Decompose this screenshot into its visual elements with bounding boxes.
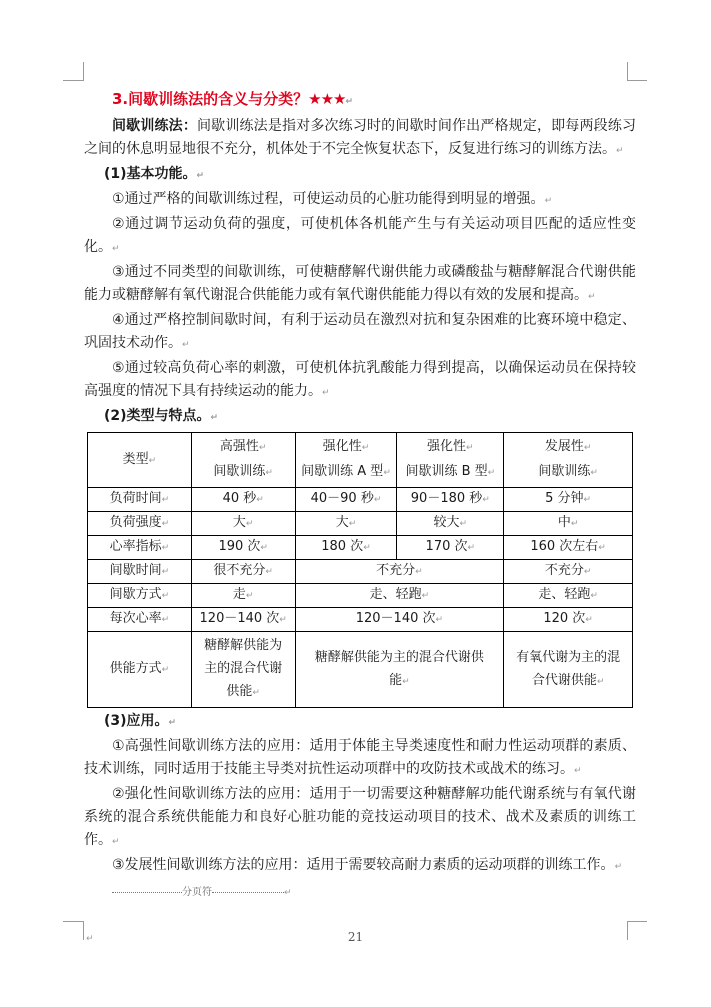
crop-mark-bottom-right-h: [627, 921, 647, 922]
table-cell: 高强性↵ 间歇训练↵: [191, 433, 295, 488]
table-cell: 很不充分↵: [191, 560, 295, 584]
subsection-title-types: (2)类型与特点。↵: [104, 408, 219, 424]
section-heading: [84, 86, 636, 115]
function-item: ③通过不同类型的间歇训练，可使糖酵解代谢供能力或磷酸盐与糖酵解混合代谢供能能力或糖酵解有氧代谢混合供能能力或有氧代谢供能能力得以有效的发展和提高。↵: [84, 264, 636, 303]
interval-training-table: [87, 432, 633, 708]
table-row: [88, 608, 633, 632]
definition-paragraph: [84, 115, 636, 163]
crop-mark-top-left-v: [83, 62, 84, 81]
table-cell: 170 次↵: [397, 536, 504, 560]
subsection-title-application: (3)应用。↵: [104, 713, 177, 729]
table-cell: 中↵: [504, 512, 633, 536]
function-item: ④通过严格控制间歇时间，有利于运动员在激烈对抗和复杂困难的比赛环境中稳定、巩固技术动作。↵: [84, 312, 636, 351]
paragraph-mark: ↵: [86, 934, 94, 944]
importance-stars: ★★★: [308, 90, 346, 108]
function-item: ①通过严格的间歇训练过程，可使运动员的心脏功能得到明显的增强。↵: [112, 191, 553, 207]
definition-term: 间歇训练法：: [112, 118, 197, 134]
table-cell: 糖酵解供能为 主的混合代谢 供能↵: [191, 632, 295, 708]
table-cell: 走、轻跑↵: [504, 584, 633, 608]
paragraph-mark: ↵: [345, 97, 354, 107]
table-cell: 40－90 秒↵: [295, 488, 397, 512]
table-cell: 强化性↵ 间歇训练 A 型↵: [295, 433, 397, 488]
application-item: ①高强性间歇训练方法的应用：适用于体能主导类速度性和耐力性运动项群的素质、技术训练，同时适用于技能主导类对抗性运动项群中的攻防技术或战术的练习。↵: [84, 738, 636, 777]
table-cell: 走↵: [191, 584, 295, 608]
page-number: 21: [347, 930, 364, 944]
table-cell: 190 次↵: [191, 536, 295, 560]
row-label: 间歇方式↵: [88, 584, 192, 608]
row-label: 心率指标↵: [88, 536, 192, 560]
table-cell: 180 次↵: [295, 536, 397, 560]
function-item: ②通过调节运动负荷的强度，可使机体各机能产生与有关运动项目匹配的适应性变化。↵: [84, 216, 636, 255]
paragraph-mark: ↵: [616, 146, 624, 156]
table-cell: 5 分钟↵: [504, 488, 633, 512]
page-break-marker: 分页符 ↵: [84, 885, 636, 901]
table-cell: 糖酵解供能为主的混合代谢供 能↵: [295, 632, 504, 708]
table-cell: 120－140 次↵: [191, 608, 295, 632]
crop-mark-top-right-v: [627, 62, 628, 81]
table-row: [88, 584, 633, 608]
table-row: [88, 512, 633, 536]
application-item: ②强化性间歇训练方法的应用：适用于一切需要这种糖酵解功能代谢系统与有氧代谢系统的混合系统供能能力和良好心脏功能的竞技运动项目的技术、战术及素质的训练工作。↵: [84, 786, 636, 848]
crop-mark-bottom-left-h: [63, 921, 83, 922]
table-row: [88, 536, 633, 560]
subsection-title-functions: (1)基本功能。↵: [104, 166, 205, 182]
function-item: ⑤通过较高负荷心率的刺激，可使机体抗乳酸能力得到提高，以确保运动员在保持较高强度的情况下具有持续运动的能力。↵: [84, 360, 636, 399]
row-label: 负荷时间↵: [88, 488, 192, 512]
table-cell: 160 次左右↵: [504, 536, 633, 560]
row-label: 间歇时间↵: [88, 560, 192, 584]
table-cell: 大↵: [295, 512, 397, 536]
heading-text: 3.间歇训练法的含义与分类？: [112, 90, 309, 108]
table-cell: 较大↵: [397, 512, 504, 536]
crop-mark-top-right-h: [627, 80, 647, 81]
table-cell: 类型↵: [88, 433, 192, 488]
table-row: [88, 488, 633, 512]
table-cell: 大↵: [191, 512, 295, 536]
page-break-label: 分页符: [182, 887, 212, 898]
crop-mark-top-left-h: [63, 80, 83, 81]
table-cell: 发展性↵ 间歇训练↵: [504, 433, 633, 488]
application-item: ③发展性间歇训练方法的应用：适用于需要较高耐力素质的运动项群的训练工作。↵: [112, 857, 623, 873]
document-body: [84, 86, 636, 901]
table-cell: 强化性↵ 间歇训练 B 型↵: [397, 433, 504, 488]
table-cell: 40 秒↵: [191, 488, 295, 512]
table-cell: 走、轻跑↵: [295, 584, 504, 608]
row-label: 每次心率↵: [88, 608, 192, 632]
row-label: 供能方式↵: [88, 632, 192, 708]
table-cell: 不充分↵: [504, 560, 633, 584]
definition-text: 间歇训练法是指对多次练习时的间歇时间作出严格规定，即每两段练习之间的休息明显地很不充分，机体处于不完全恢复状态下，反复进行练习的训练方法。: [84, 118, 636, 157]
table-cell: 120 次↵: [504, 608, 633, 632]
table-cell: 90－180 秒↵: [397, 488, 504, 512]
row-label: 负荷强度↵: [88, 512, 192, 536]
table-cell: 120－140 次↵: [295, 608, 504, 632]
table-cell: 有氧代谢为主的混 合代谢供能↵: [504, 632, 633, 708]
table-row: [88, 632, 633, 708]
table-row: [88, 560, 633, 584]
table-header-row: [88, 433, 633, 488]
table-cell: 不充分↵: [295, 560, 504, 584]
